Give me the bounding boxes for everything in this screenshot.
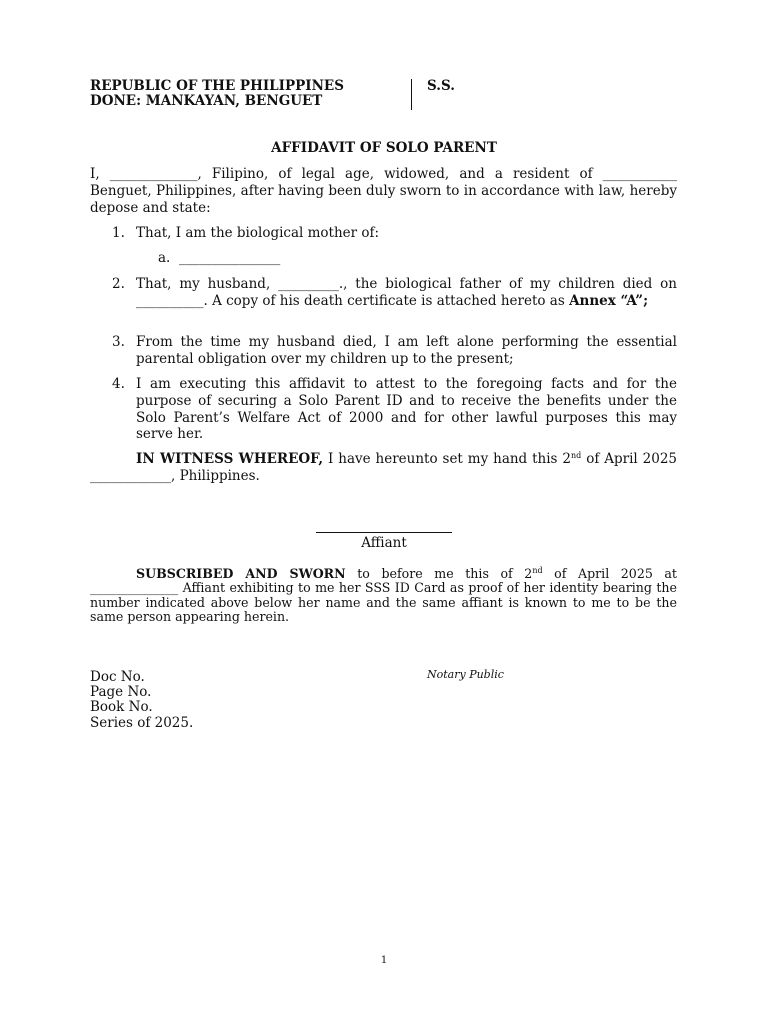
list-item-text-main: That, my husband, _________., the biological father of my children died on __________. A copy of his death certificate is attached hereto as: [136, 276, 677, 309]
notary-public-label: Notary Public: [427, 668, 504, 681]
witness-text-a: I have hereunto set my hand this 2: [323, 451, 571, 467]
witness-ordinal: nd: [571, 451, 582, 460]
intro-text: I, _____________, Filipino, of legal age, widowed, and a resident of ___________ Benguet, Philippines, after having been duly sworn to in accordance with law, hereby depose and state:: [90, 166, 677, 216]
venue-country: REPUBLIC OF THE PHILIPPINES: [90, 78, 344, 94]
venue-ss: S.S.: [427, 78, 455, 94]
jurat-text-a: to before me this of 2: [345, 566, 533, 581]
witness-heading: IN WITNESS WHEREOF,: [136, 451, 324, 467]
affiant-signature-line: [316, 532, 452, 533]
witness-text-b: of April 2025 ____________, Philippines.: [90, 451, 677, 484]
page-number: 1: [380, 955, 388, 966]
list-item-number: 3.: [112, 334, 125, 350]
book-no: Book No.: [90, 699, 153, 716]
venue-place: DONE: MANKAYAN, BENGUET: [90, 93, 323, 109]
page-no: Page No.: [90, 684, 152, 701]
intro-paragraph: [90, 166, 677, 216]
witness-paragraph: [90, 451, 677, 485]
jurat-heading: SUBSCRIBED AND SWORN: [136, 566, 346, 581]
document-title: AFFIDAVIT OF SOLO PARENT: [271, 140, 497, 156]
sub-item-blank: _______________: [178, 250, 281, 266]
notarial-register: [90, 670, 193, 731]
affiant-label: Affiant: [361, 535, 407, 551]
doc-no: Doc No.: [90, 669, 145, 685]
list-item-1: [112, 225, 677, 242]
venue-divider: [411, 79, 412, 110]
list-item-text: [136, 276, 677, 310]
sub-item-label: a.: [158, 250, 171, 266]
annex-reference: Annex “A”;: [569, 292, 649, 309]
jurat-paragraph: [90, 567, 677, 624]
list-item-4: [112, 376, 677, 443]
jurat-ordinal: nd: [532, 566, 543, 575]
list-item-3: [112, 334, 677, 368]
venue-block: [90, 79, 344, 109]
list-item-text: That, I am the biological mother of:: [136, 225, 380, 241]
list-item-number: 2.: [112, 276, 125, 292]
list-item-number: 1.: [112, 225, 125, 241]
jurat-text-b: of April 2025 at ______________ Affiant exhibiting to me her SSS ID Card as proof of her identity bearing the number indicated above below her name and the same affiant is known to me to be the same person appearing herein.: [90, 566, 677, 624]
list-item-text: From the time my husband died, I am left alone performing the essential parental obligation over my children up to the present;: [136, 334, 677, 367]
series-no: Series of 2025.: [90, 714, 194, 731]
list-item-2: [112, 276, 677, 310]
list-item-text: I am executing this affidavit to attest to the foregoing facts and for the purpose of securing a Solo Parent ID and to receive the benefits under the Solo Parent’s Welfare Act of 2000 and for other lawful purposes this may serve her.: [136, 376, 677, 443]
sub-item-a: [158, 250, 280, 267]
list-item-number: 4.: [112, 376, 125, 392]
